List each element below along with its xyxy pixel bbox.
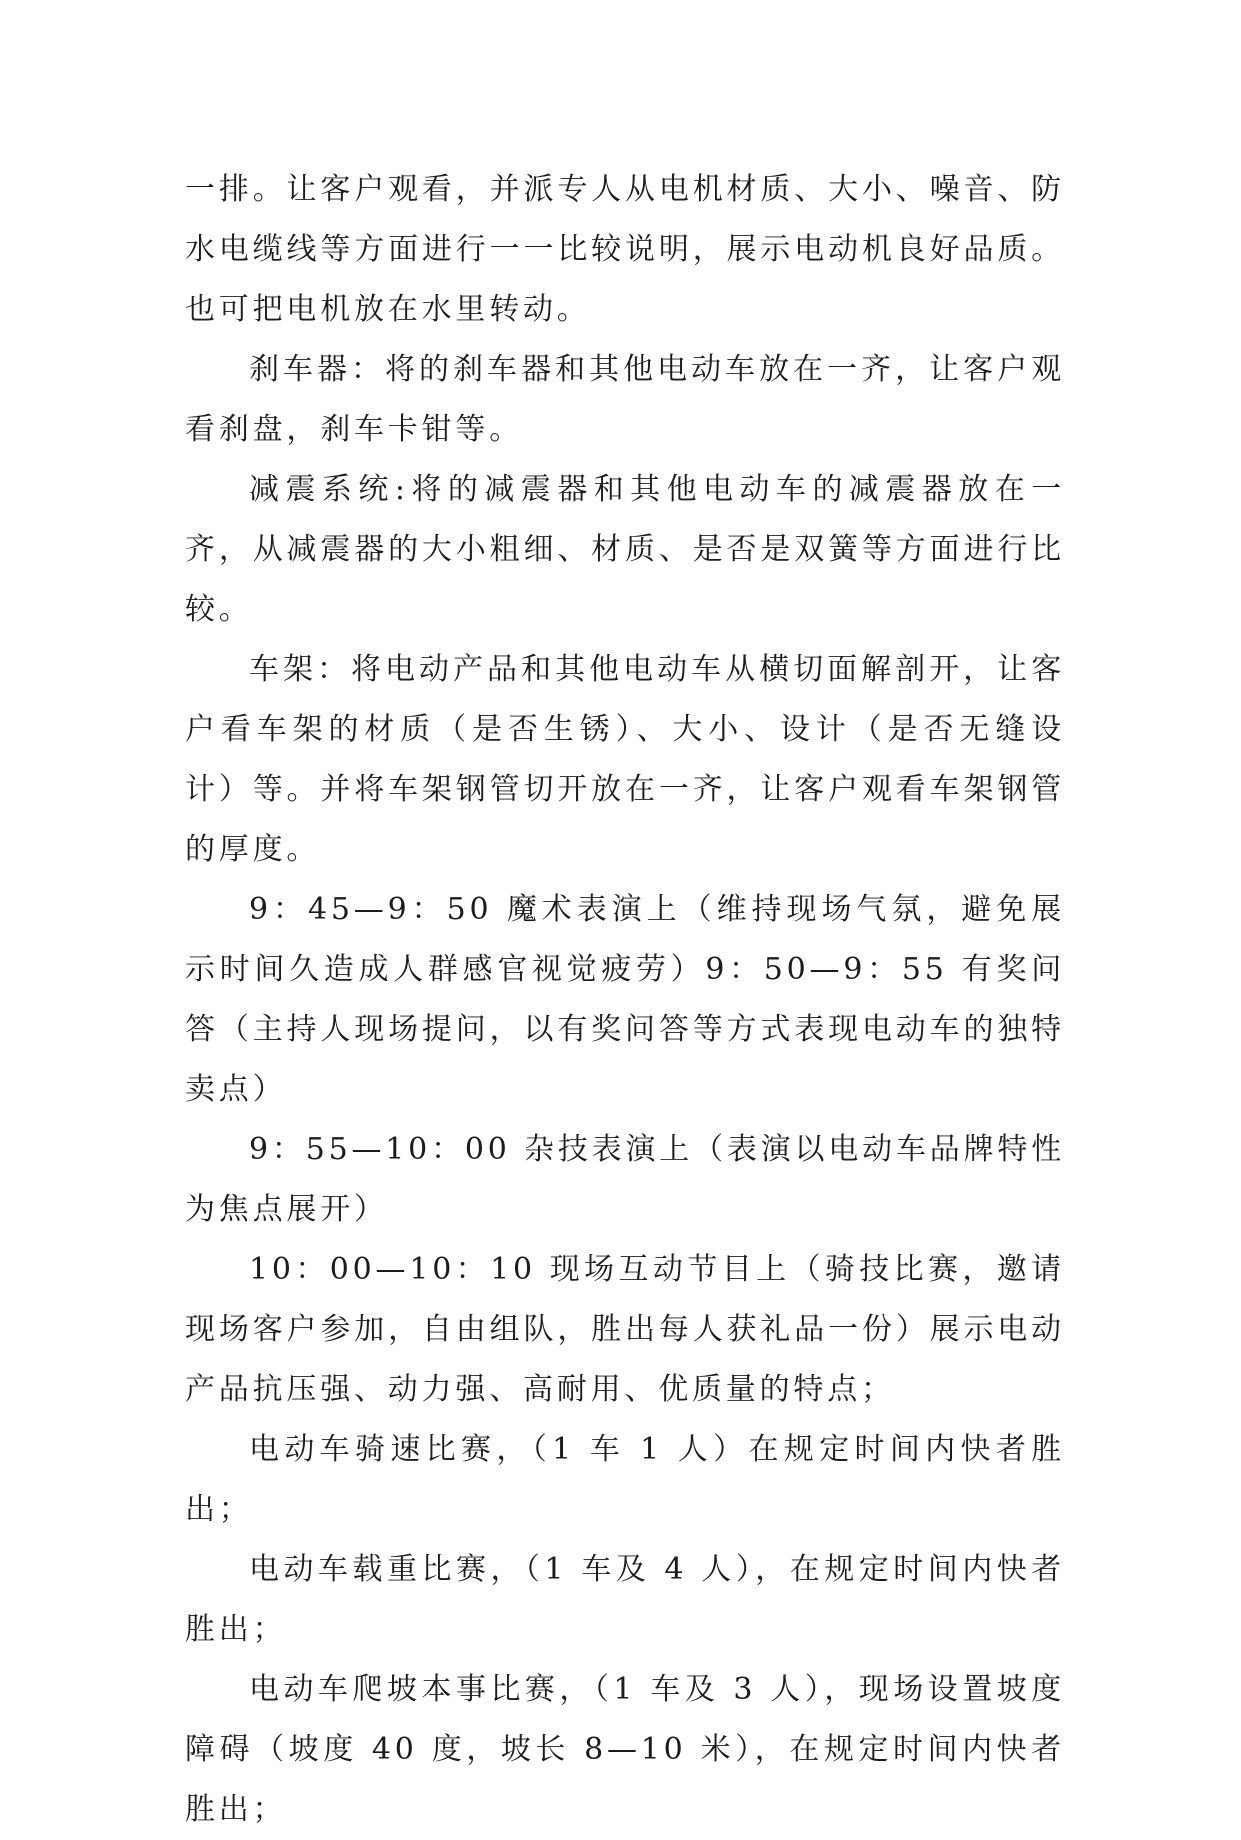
paragraph-climb-race: 电动车爬坡本事比赛，（1 车及 3 人），现场设置坡度障碍（坡度 40 度，坡长 8—10 米），在规定时间内快者胜出； bbox=[185, 1672, 1065, 1827]
paragraph-speed-race: 电动车骑速比赛，（1 车 1 人）在规定时间内快者胜出； bbox=[185, 1432, 1065, 1527]
paragraph-interactive-program: 10：00—10：10 现场互动节目上（骑技比赛，邀请现场客户参加，自由组队，胜出每人获礼品一份）展示电动产品抗压强、动力强、高耐用、优质量的特点； bbox=[185, 1252, 1065, 1407]
paragraph-suspension: 减震系统:将的减震器和其他电动车的减震器放在一齐，从减震器的大小粗细、材质、是否是双簧等方面进行比较。 bbox=[185, 472, 1065, 627]
paragraph-motor-demo: 一排。让客户观看，并派专人从电机材质、大小、噪音、防水电缆线等方面进行一一比较说明，展示电动机良好品质。也可把电机放在水里转动。 bbox=[185, 172, 1065, 327]
paragraph-brake: 刹车器：将的刹车器和其他电动车放在一齐，让客户观看刹盘，刹车卡钳等。 bbox=[185, 352, 1065, 447]
paragraph-magic-and-quiz: 9：45—9：50 魔术表演上（维持现场气氛，避免展示时间久造成人群感官视觉疲劳）9：50—9：55 有奖问答（主持人现场提问，以有奖问答等方式表现电动车的独特卖点） bbox=[185, 892, 1065, 1107]
paragraph-frame: 车架：将电动产品和其他电动车从横切面解剖开，让客户看车架的材质（是否生锈）、大小、设计（是否无缝设计）等。并将车架钢管切开放在一齐，让客户观看车架钢管的厚度。 bbox=[185, 652, 1065, 867]
paragraph-acrobatics: 9：55—10：00 杂技表演上（表演以电动车品牌特性为焦点展开） bbox=[185, 1132, 1065, 1227]
paragraph-load-race: 电动车载重比赛，（1 车及 4 人），在规定时间内快者胜出； bbox=[185, 1552, 1065, 1647]
document-body bbox=[185, 160, 1065, 1840]
